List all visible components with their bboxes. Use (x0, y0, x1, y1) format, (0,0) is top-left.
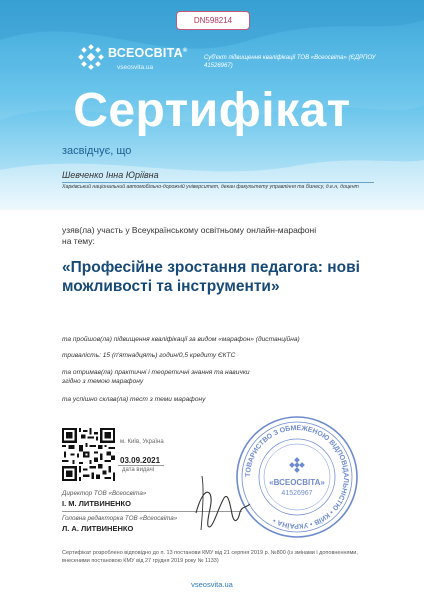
footer-regulation-note: Сертифікат розроблено відповідно до п. 13 постанови КМУ від 21 серпня 2019 р. №800 (із змінами і доповненнями, внесеними постановою КМУ від 27 грудня 2019 року № 1133) (62, 550, 358, 564)
participation-intro: узяв(ла) участь у Всеукраїнському освітньому онлайн-марафоні на тему: (62, 225, 317, 246)
recipient-name: Шевченко Інна Юріївна (62, 170, 159, 180)
editor-role: Головна редакторка ТОВ «Всеосвіта» (62, 515, 178, 522)
certificate-title: Сертифікат (73, 84, 351, 137)
director-role: Директор ТОВ «Всеосвіта» (62, 490, 147, 497)
recipient-affiliation: Харківський національний автомобільно-дорожній університет, декан факультету управління та бізнесу, д.е.н, доцент (62, 184, 359, 190)
svg-text:ТОВАРИСТВО З ОБМЕЖЕНОЮ ВІДПОВІ: ТОВАРИСТВО З ОБМЕЖЕНОЮ ВІДПОВІДАЛЬНІСТЮ • КИЇВ • УКРАЇНА • (244, 424, 350, 530)
snowflake-logo-icon (78, 44, 104, 70)
course-title: «Професійне зростання педагога: нові можливості та інструменти» (62, 259, 360, 295)
header-banner (0, 0, 424, 210)
certificate-code-badge: DN598214 (176, 11, 250, 30)
brand-name: ВСЕОСВІТА® (108, 46, 188, 60)
svg-text:«ВСЕОСВІТА»: «ВСЕОСВІТА» (269, 478, 325, 487)
editor-name: Л. А. ЛИТВИНЕНКО (62, 524, 134, 533)
brand-url: vseosvita.ua (117, 64, 154, 71)
name-underline (62, 182, 374, 183)
knowledge-line: та отримав(ла) практичні і теоретичні знання та навички згідно з темою марафону (62, 369, 250, 385)
date-underline (118, 465, 164, 466)
issue-date: 03.09.2021 (120, 456, 161, 465)
footer-url: vseosvita.ua (191, 580, 233, 589)
issue-date-label: дата видачі (122, 467, 155, 473)
qr-code-icon (62, 428, 115, 481)
duration-line: тривалість: 15 (п'ятнадцять) годин/0,5 кредиту ЄКТС (62, 352, 236, 359)
city-text: м. Київ, Україна (120, 439, 164, 445)
svg-text:41526967: 41526967 (281, 490, 313, 497)
test-line: та успішно склав(ла) тест з теми марафону (62, 396, 206, 403)
certifies-text: засвідчує, що (62, 145, 132, 157)
subject-text: Суб'єкт підвищення кваліфікації ТОВ «Всеосвіта» (ЄДРПОУ 41526967) (204, 55, 376, 69)
handwritten-signature-icon (188, 468, 258, 538)
training-line: та пройшов(ла) підвищення кваліфікації за видом «марафон» (дистанційна) (62, 336, 300, 343)
director-name: І. М. ЛИТВИНЕНКО (62, 499, 131, 508)
